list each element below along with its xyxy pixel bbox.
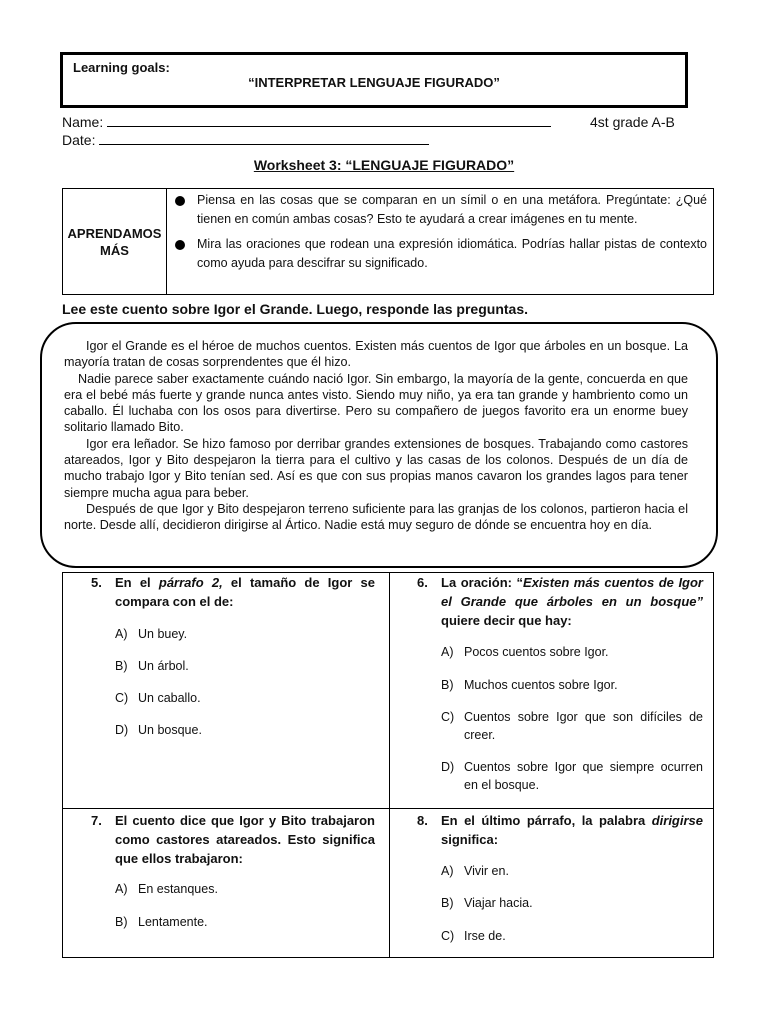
answer-option[interactable]: B) Viajar hacia. xyxy=(441,896,533,910)
date-field[interactable] xyxy=(99,132,429,145)
learning-goals-box xyxy=(60,52,688,108)
question-number: 6. xyxy=(417,575,428,590)
story-box xyxy=(40,322,718,568)
question-7-text: El cuento dice que Igor y Bito trabajaron como castores atareados. Esto significa que ellos trabajaron: xyxy=(115,813,375,866)
answer-option[interactable]: A) En estanques. xyxy=(115,882,218,896)
learning-goals-title: “INTERPRETAR LENGUAJE FIGURADO” xyxy=(248,75,500,90)
answer-option[interactable]: C) Un caballo. xyxy=(115,691,201,705)
answer-option[interactable]: B) Muchos cuentos sobre Igor. xyxy=(441,678,618,692)
question-6-text: La oración: “Existen más cuentos de Igor el Grande que árboles en un bosque” quiere decir que hay: xyxy=(441,575,703,628)
answer-option[interactable]: A) Pocos cuentos sobre Igor. xyxy=(441,645,609,659)
name-line xyxy=(62,114,551,130)
tip-item: Piensa en las cosas que se comparan en un símil o en una metáfora. Pregúntate: ¿Qué tienen en común ambas cosas? Esto te ayudará a crear imágenes en tu mente. xyxy=(197,191,707,229)
worksheet-title: Worksheet 3: “LENGUAJE FIGURADO” xyxy=(253,157,515,173)
bullet-icon xyxy=(175,240,185,250)
question-number: 7. xyxy=(91,813,102,828)
questions-table xyxy=(62,572,714,958)
answer-option[interactable]: C) Irse de. xyxy=(441,929,506,943)
date-label: Date: xyxy=(62,132,96,148)
story-paragraph: Después de que Igor y Bito despejaron terreno suficiente para las granjas de los colonos, partieron hacia el norte. Desde allí, decidieron dirigirse al Ártico. Nadie está muy seguro de dónde se encuentra hoy en día. xyxy=(64,501,688,533)
reading-instruction: Lee este cuento sobre Igor el Grande. Luego, responde las preguntas. xyxy=(62,301,528,317)
story-paragraph: Nadie parece saber exactamente cuándo nació Igor. Sin embargo, la mayoría de la gente, concuerda en que era el bebé más fuerte y grande nunca antes visto. Siendo muy niño, ya era tan grande y hambriento como un caballo. Él luchaba con los osos para divertirse. Pero su compañero de juegos favorito era un enorme buey solitario llamado Bito. xyxy=(64,371,688,435)
name-field[interactable] xyxy=(107,114,551,127)
tip-item: Mira las oraciones que rodean una expresión idiomática. Podrías hallar pistas de contexto como ayuda para descifrar su significado. xyxy=(197,235,707,273)
bullet-icon xyxy=(175,196,185,206)
answer-option[interactable]: D) Un bosque. xyxy=(115,723,202,737)
answer-option[interactable]: B) Lentamente. xyxy=(115,915,208,929)
aprendamos-box xyxy=(62,188,714,295)
learning-goals-label: Learning goals: xyxy=(73,60,170,75)
aprendamos-label: APRENDAMOS MÁS xyxy=(63,189,167,294)
question-number: 8. xyxy=(417,813,428,828)
question-8-text: En el último párrafo, la palabra dirigirse significa: xyxy=(441,813,703,847)
story-paragraph: Igor era leñador. Se hizo famoso por derribar grandes extensiones de bosques. Trabajando como castores atareados, Igor y Bito despejaron la tierra para el cultivo y las casas de los colonos. Después de un día de mucho trabajo Igor y Bito tenían sed. Así es que con sus propias manos cavaron los grandes lagos para tener siempre mucha agua para beber. xyxy=(64,436,688,500)
name-label: Name: xyxy=(62,114,104,130)
question-5-text: En el párrafo 2, el tamaño de Igor se compara con el de: xyxy=(115,575,375,609)
date-line xyxy=(62,132,429,148)
answer-option[interactable]: A) Un buey. xyxy=(115,627,188,641)
grade-label: 4st grade A-B xyxy=(590,114,675,130)
story-paragraph: Igor el Grande es el héroe de muchos cuentos. Existen más cuentos de Igor que árboles en un bosque. La mayoría tratan de cosas sorprendentes que él hizo. xyxy=(64,339,688,370)
answer-option[interactable]: C) Cuentos sobre Igor que son difíciles de creer. xyxy=(441,710,703,742)
answer-option[interactable]: B) Un árbol. xyxy=(115,659,189,673)
answer-option[interactable]: D) Cuentos sobre Igor que siempre ocurren en el bosque. xyxy=(441,760,703,792)
answer-option[interactable]: A) Vivir en. xyxy=(441,864,509,878)
question-number: 5. xyxy=(91,575,102,590)
